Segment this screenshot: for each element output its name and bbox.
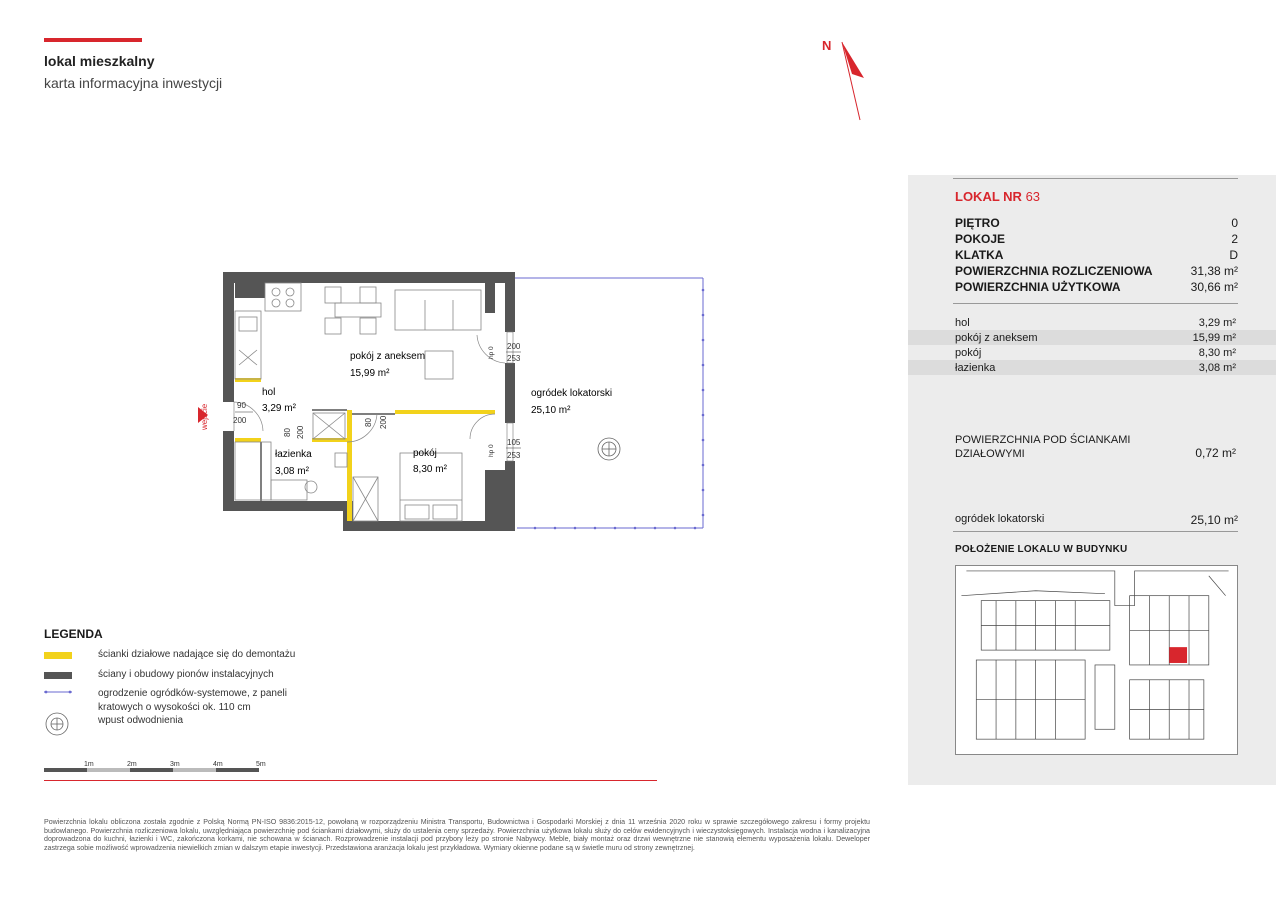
window1-height: 253 xyxy=(507,354,521,363)
bed-door-height: 200 xyxy=(379,415,388,429)
legend-divider xyxy=(44,780,657,781)
unit-location-marker xyxy=(1169,647,1187,663)
document-subtitle: karta informacyjna inwestycji xyxy=(44,75,223,91)
unit-number-title xyxy=(955,189,1040,204)
living-room-area: 15,99 m² xyxy=(350,368,390,379)
header-accent-bar xyxy=(44,38,142,42)
floor-plan xyxy=(195,265,715,535)
window2-height: 253 xyxy=(507,451,521,460)
bath-door-width: 80 xyxy=(283,428,292,437)
panel-divider xyxy=(953,303,1238,304)
room-row: hol 3,29 m² xyxy=(955,316,1236,329)
summary-billing-area: POWIERZCHNIA ROZLICZENIOWA 31,38 m² xyxy=(955,264,1238,278)
scale-tick-label: 1m xyxy=(84,761,94,768)
unit-number: 63 xyxy=(1025,189,1041,204)
bed-door-width: 80 xyxy=(364,418,373,427)
room-row: łazienka 3,08 m² xyxy=(908,360,1276,375)
bath-door-height: 200 xyxy=(296,425,305,439)
building-position-title: POŁOŻENIE LOKALU W BUDYNKU xyxy=(955,544,1128,555)
summary-usable-area: POWIERZCHNIA UŻYTKOWA 30,66 m² xyxy=(955,280,1238,294)
scale-tick-label: 2m xyxy=(127,761,137,768)
scale-bar xyxy=(44,758,284,782)
panel-divider xyxy=(953,178,1238,179)
building-site-plan xyxy=(955,565,1238,755)
north-label: N xyxy=(822,38,832,53)
entrance-label: wejście xyxy=(200,403,209,430)
legend-item-drain: wpust odwodnienia xyxy=(44,711,70,737)
living-room-name: pokój z aneksem xyxy=(350,351,426,362)
partition-swatch xyxy=(44,652,72,659)
summary-floor: PIĘTRO 0 xyxy=(955,216,1238,230)
unit-info-panel xyxy=(908,175,1276,785)
legend-item-fence: ogrodzenie ogródków-systemowe, z paneli kratowych o wysokości ok. 110 cm xyxy=(44,687,72,701)
garden-area: 25,10 m² xyxy=(531,405,571,416)
kitchen-furniture xyxy=(235,283,481,379)
document-title: lokal mieszkalny xyxy=(44,53,155,69)
legend-title: LEGENDA xyxy=(44,627,103,641)
room-row: pokój 8,30 m² xyxy=(955,346,1236,359)
bathroom-name: łazienka xyxy=(275,449,312,460)
window2-sill: hp 0 xyxy=(488,444,495,457)
fence-swatch-icon xyxy=(44,687,72,701)
window1-width: 200 xyxy=(507,342,521,351)
garden-name: ogródek lokatorski xyxy=(531,388,613,399)
scale-tick-label: 5m xyxy=(256,761,266,768)
room-list xyxy=(908,315,1276,375)
entry-door-height: 200 xyxy=(233,416,247,425)
legal-footnote: Powierzchnia lokalu obliczona została zgodnie z Polską Normą PN-ISO 9836:2015-12, powołaną w rozporządzeniu Ministra Transportu, Budownictwa i Gospodarki Morskiej z dnia 11 września 2020 roku w sprawie szczegółowego zakresu i formy projektu budowlanego. Powierzchnia rozliczeniowa lokalu, uwzględniająca powierzchnię pod ściankami działowymi, służy do ustalenia ceny sprzedaży. Powierzchnia użytkowa lokalu służy do celów ewidencyjnych i wieczystoksięgowych. Instalacja wodna i kanalizacyjna doprowadzona do kuchni, łazienki i WC, zakończona korkami, nie schowana w ścianach. Rozprowadzenie instalacji pod przybory leży po stronie Nabywcy. Meble, biały montaż oraz drzwi wewnętrzne nie stanowią elementu wyposażenia lokalu. Deweloper zastrzega sobie możliwość wprowadzenia niewielkich zmian w dalszym etapie inwestycji. Przedstawiona aranżacja lokalu jest przykładowa. Wymiary okienne podane są w świetle muru od strony zewnętrznej. xyxy=(44,818,870,853)
partition-area-value: 0,72 m² xyxy=(1195,446,1236,460)
wall-swatch xyxy=(44,672,72,679)
legend-item-partitions: ścianki działowe nadające się do demontażu xyxy=(44,648,72,659)
hall-area: 3,29 m² xyxy=(262,403,296,414)
garden-row: ogródek lokatorski 25,10 m² xyxy=(955,513,1238,527)
window2-width: 105 xyxy=(507,438,521,447)
legend-item-walls: ściany i obudowy pionów instalacyjnych xyxy=(44,668,72,679)
hall-name: hol xyxy=(262,387,276,398)
unit-label: LOKAL NR xyxy=(955,189,1022,204)
partition-area-label: POWIERZCHNIA POD ŚCIANKAMI DZIAŁOWYMI xyxy=(955,434,1131,460)
scale-tick-label: 3m xyxy=(170,761,180,768)
garden-fence xyxy=(515,278,704,529)
entry-door-width: 90 xyxy=(237,401,246,410)
panel-divider xyxy=(953,531,1238,532)
summary-rooms: POKOJE 2 xyxy=(955,232,1238,246)
bathroom-area: 3,08 m² xyxy=(275,466,309,477)
floor-drain-icon xyxy=(598,438,620,460)
bedroom-area: 8,30 m² xyxy=(413,464,447,475)
bedroom-name: pokój xyxy=(413,448,437,459)
room-row: pokój z aneksem 15,99 m² xyxy=(908,330,1276,345)
scale-tick-label: 4m xyxy=(213,761,223,768)
window1-sill: hp 0 xyxy=(488,346,495,359)
drain-icon xyxy=(44,711,70,737)
north-arrow-icon xyxy=(818,34,872,124)
summary-stairwell: KLATKA D xyxy=(955,248,1238,262)
